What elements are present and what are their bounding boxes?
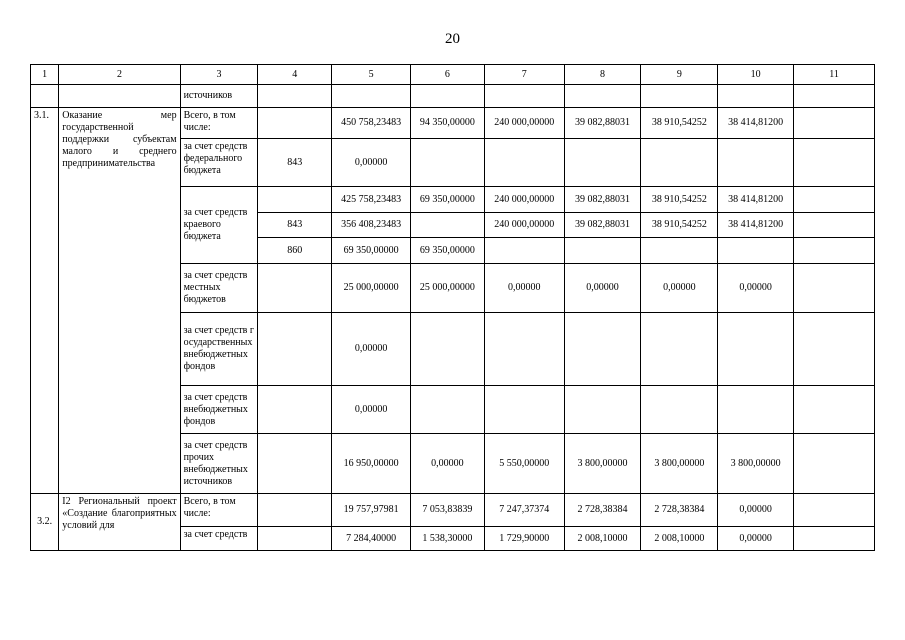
value-cell: 38 910,54252 [641, 187, 718, 213]
value-cell: 3 800,00000 [718, 434, 794, 494]
budget-table [30, 64, 875, 551]
source-label: за счет средств местных бюджетов [180, 264, 258, 313]
code-cell: 860 [258, 238, 332, 264]
col-header: 1 [31, 65, 59, 85]
value-cell: 2 008,10000 [641, 527, 718, 551]
value-cell: 356 408,23483 [332, 213, 411, 238]
value-cell: 38 414,81200 [718, 108, 794, 139]
value-cell: 7 284,40000 [332, 527, 411, 551]
col-header: 6 [411, 65, 485, 85]
value-cell: 2 008,10000 [564, 527, 641, 551]
source-label: за счет средств федерального бюджета [180, 139, 258, 187]
value-cell: 69 350,00000 [411, 238, 485, 264]
value-cell: 0,00000 [484, 264, 564, 313]
value-cell: 450 758,23483 [332, 108, 411, 139]
source-label: Всего, в том числе: [180, 494, 258, 527]
row-number: 3.1. [31, 108, 59, 494]
source-label: за счет средств [180, 527, 258, 551]
col-header: 2 [59, 65, 180, 85]
value-cell: 69 350,00000 [411, 187, 485, 213]
value-cell: 1 729,90000 [484, 527, 564, 551]
table-row [31, 108, 875, 139]
col-header: 9 [641, 65, 718, 85]
value-cell: 240 000,00000 [484, 108, 564, 139]
row-number: 3.2. [31, 494, 59, 551]
value-cell: 2 728,38384 [641, 494, 718, 527]
col-header: 10 [718, 65, 794, 85]
value-cell: 3 800,00000 [564, 434, 641, 494]
value-cell: 7 247,37374 [484, 494, 564, 527]
value-cell: 16 950,00000 [332, 434, 411, 494]
value-cell: 25 000,00000 [411, 264, 485, 313]
col-header: 4 [258, 65, 332, 85]
value-cell: 0,00000 [718, 527, 794, 551]
code-cell: 843 [258, 213, 332, 238]
value-cell: 0,00000 [332, 386, 411, 434]
value-cell: 7 053,83839 [411, 494, 485, 527]
table-row [31, 494, 875, 527]
value-cell: 39 082,88031 [564, 213, 641, 238]
value-cell: 1 538,30000 [411, 527, 485, 551]
value-cell: 94 350,00000 [411, 108, 485, 139]
value-cell: 0,00000 [332, 313, 411, 386]
value-cell: 5 550,00000 [484, 434, 564, 494]
value-cell: 38 414,81200 [718, 213, 794, 238]
source-label: за счет средств краевого бюджета [180, 187, 258, 264]
value-cell: 38 910,54252 [641, 213, 718, 238]
col-header: 8 [564, 65, 641, 85]
col-header: 11 [794, 65, 875, 85]
value-cell: 425 758,23483 [332, 187, 411, 213]
value-cell: 240 000,00000 [484, 187, 564, 213]
value-cell: 19 757,97981 [332, 494, 411, 527]
value-cell: 0,00000 [564, 264, 641, 313]
measure-name: Оказание мер государственной поддержки субъектам малого и среднего предпринимательства [59, 108, 180, 494]
source-label: за счет средств внебюджетных фондов [180, 386, 258, 434]
value-cell: 0,00000 [718, 264, 794, 313]
value-cell: 0,00000 [641, 264, 718, 313]
value-cell: 69 350,00000 [332, 238, 411, 264]
page-number: 20 [445, 31, 460, 47]
value-cell: 39 082,88031 [564, 187, 641, 213]
source-label: за счет средств прочих внебюджетных источников [180, 434, 258, 494]
col-header: 3 [180, 65, 258, 85]
value-cell: 38 910,54252 [641, 108, 718, 139]
source-label: Всего, в том числе: [180, 108, 258, 139]
source-label: источников [180, 85, 258, 108]
col-header: 5 [332, 65, 411, 85]
header-row [31, 65, 875, 85]
value-cell: 0,00000 [718, 494, 794, 527]
value-cell: 38 414,81200 [718, 187, 794, 213]
value-cell: 2 728,38384 [564, 494, 641, 527]
value-cell: 39 082,88031 [564, 108, 641, 139]
value-cell: 0,00000 [332, 139, 411, 187]
value-cell: 25 000,00000 [332, 264, 411, 313]
value-cell: 3 800,00000 [641, 434, 718, 494]
col-header: 7 [484, 65, 564, 85]
value-cell: 240 000,00000 [484, 213, 564, 238]
table-row [31, 85, 875, 108]
value-cell: 0,00000 [411, 434, 485, 494]
source-label: за счет средств государственных внебюджетных фондов [180, 313, 258, 386]
measure-name: I2 Региональный проект «Создание благоприятных условий для [59, 494, 180, 551]
code-cell: 843 [258, 139, 332, 187]
